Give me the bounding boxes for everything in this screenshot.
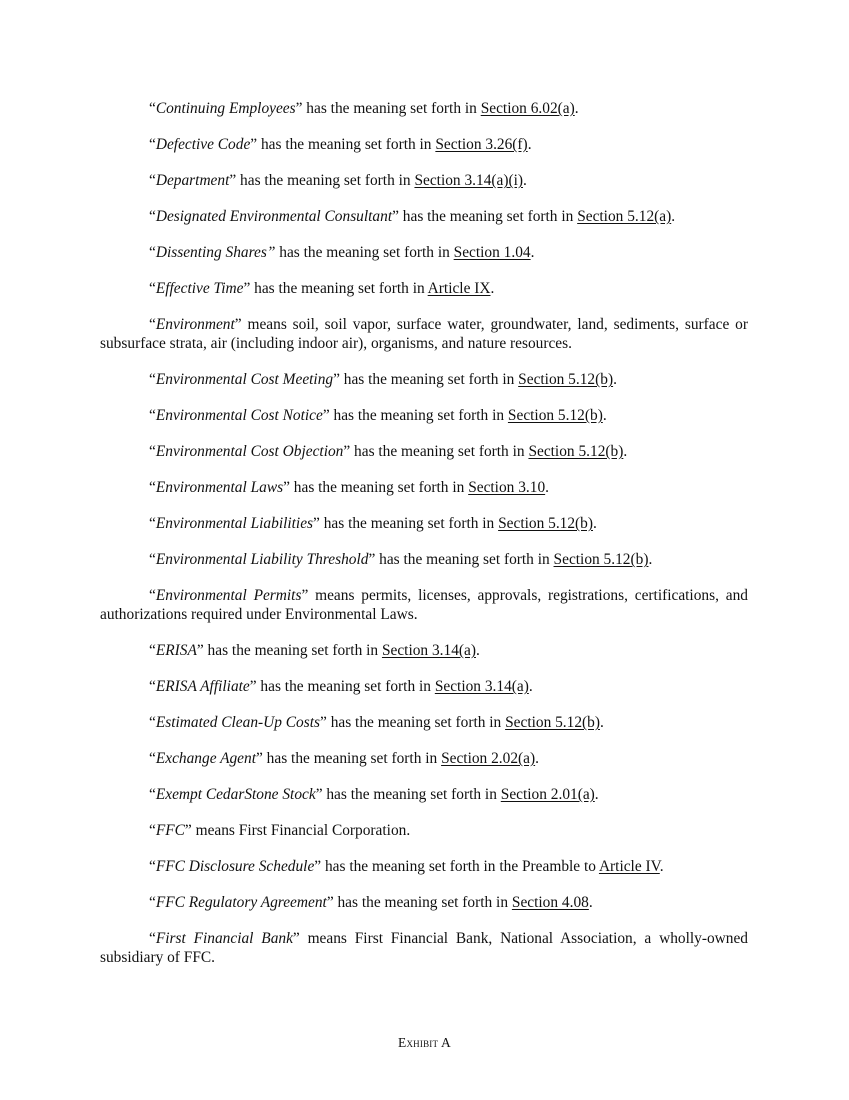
- defined-term: Designated Environmental Consultant: [155, 208, 393, 225]
- section-reference: Section 1.04: [453, 244, 531, 261]
- definition-item: “Environmental Laws” has the meaning set forth in Section 3.10.: [149, 479, 549, 496]
- defined-term: Environmental Laws: [155, 479, 284, 496]
- defined-term: FFC Regulatory Agreement: [155, 894, 327, 911]
- definition-item: “Continuing Employees” has the meaning set forth in Section 6.02(a).: [149, 100, 579, 117]
- definition-item: “Estimated Clean-Up Costs” has the meaning set forth in Section 5.12(b).: [149, 714, 604, 731]
- definition-item: “Effective Time” has the meaning set forth in Article IX.: [149, 280, 495, 297]
- section-reference: Section 5.12(b): [498, 515, 594, 532]
- section-reference: Section 4.08: [511, 894, 589, 911]
- defined-term: Environmental Cost Notice: [155, 407, 323, 424]
- definition-item: “Exchange Agent” has the meaning set forth in Section 2.02(a).: [149, 750, 539, 767]
- section-reference: Section 2.01(a): [500, 786, 595, 803]
- defined-term: First Financial Bank: [155, 930, 293, 947]
- definition-item: “FFC Disclosure Schedule” has the meaning set forth in the Preamble to Article IV.: [149, 858, 664, 875]
- defined-term: Environmental Cost Meeting: [155, 371, 334, 388]
- section-reference: Section 6.02(a): [480, 100, 575, 117]
- definition-item: “Defective Code” has the meaning set forth in Section 3.26(f).: [149, 136, 532, 153]
- defined-term: Environmental Liability Threshold: [155, 551, 369, 568]
- defined-term: Exchange Agent: [155, 750, 256, 767]
- defined-term: Estimated Clean-Up Costs: [155, 714, 321, 731]
- section-reference: Section 5.12(b): [518, 371, 614, 388]
- defined-term: Environmental Cost Objection: [155, 443, 344, 460]
- definition-item: “First Financial Bank” means First Financial Bank, National Association, a wholly-owned subsidiary of FFC.: [100, 930, 749, 966]
- definition-item: “FFC” means First Financial Corporation.: [149, 822, 411, 839]
- page-footer: Exhibit A: [398, 1035, 451, 1050]
- defined-term: FFC: [155, 822, 185, 839]
- definition-item: “Environmental Cost Notice” has the meaning set forth in Section 5.12(b).: [149, 407, 607, 424]
- defined-term: Exempt CedarStone Stock: [155, 786, 316, 803]
- definitions-list: [100, 99, 748, 984]
- section-reference: Section 5.12(b): [505, 714, 600, 731]
- section-reference: Section 3.14(a): [381, 642, 476, 659]
- defined-term: Environmental Liabilities: [155, 515, 314, 532]
- definition-item: “Environmental Cost Meeting” has the meaning set forth in Section 5.12(b).: [149, 371, 617, 388]
- defined-term: Environment: [155, 316, 235, 333]
- definition-item: “ERISA Affiliate” has the meaning set forth in Section 3.14(a).: [149, 678, 533, 695]
- section-reference: Section 5.12(b): [528, 443, 624, 460]
- defined-term: ERISA: [155, 642, 197, 659]
- definition-item: “Exempt CedarStone Stock” has the meaning set forth in Section 2.01(a).: [149, 786, 599, 803]
- defined-term: Effective Time: [155, 280, 244, 297]
- definition-item: “Environmental Cost Objection” has the meaning set forth in Section 5.12(b).: [149, 443, 628, 460]
- definition-item: “Environmental Permits” means permits, licenses, approvals, registrations, certifications, and authorizations required under Environmental Laws.: [100, 587, 748, 623]
- section-reference: Section 3.10: [468, 479, 546, 496]
- definition-item: “ERISA” has the meaning set forth in Section 3.14(a).: [149, 642, 480, 659]
- definition-item: “Environmental Liability Threshold” has the meaning set forth in Section 5.12(b).: [149, 551, 653, 568]
- section-reference: Section 2.02(a): [441, 750, 536, 767]
- defined-term: Continuing Employees: [155, 100, 296, 117]
- defined-term: Defective Code: [155, 136, 251, 153]
- definition-item: “Environmental Liabilities” has the meaning set forth in Section 5.12(b).: [149, 515, 597, 532]
- defined-term: Dissenting Shares”: [155, 244, 276, 261]
- defined-term: ERISA Affiliate: [155, 678, 250, 695]
- definition-item: “Department” has the meaning set forth in Section 3.14(a)(i).: [149, 172, 527, 189]
- section-reference: Section 3.26(f): [435, 136, 528, 153]
- definition-item: “FFC Regulatory Agreement” has the meaning set forth in Section 4.08.: [149, 894, 593, 911]
- section-reference: Section 5.12(b): [553, 551, 649, 568]
- section-reference: Article IX: [427, 280, 491, 297]
- section-reference: Section 5.12(a): [577, 208, 672, 225]
- definition-item: “Dissenting Shares” has the meaning set forth in Section 1.04.: [149, 244, 535, 261]
- section-reference: Section 3.14(a): [434, 678, 529, 695]
- section-reference: Section 3.14(a)(i): [414, 172, 524, 189]
- defined-term: FFC Disclosure Schedule: [155, 858, 315, 875]
- defined-term: Department: [155, 172, 230, 189]
- defined-term: Environmental Permits: [155, 587, 302, 604]
- section-reference: Article IV: [598, 858, 660, 875]
- definition-item: “Designated Environmental Consultant” has the meaning set forth in Section 5.12(a).: [149, 208, 676, 225]
- definition-item: “Environment” means soil, soil vapor, surface water, groundwater, land, sediments, surface or subsurface strata, air (including indoor air), organisms, and nature resources.: [100, 316, 748, 352]
- section-reference: Section 5.12(b): [507, 407, 603, 424]
